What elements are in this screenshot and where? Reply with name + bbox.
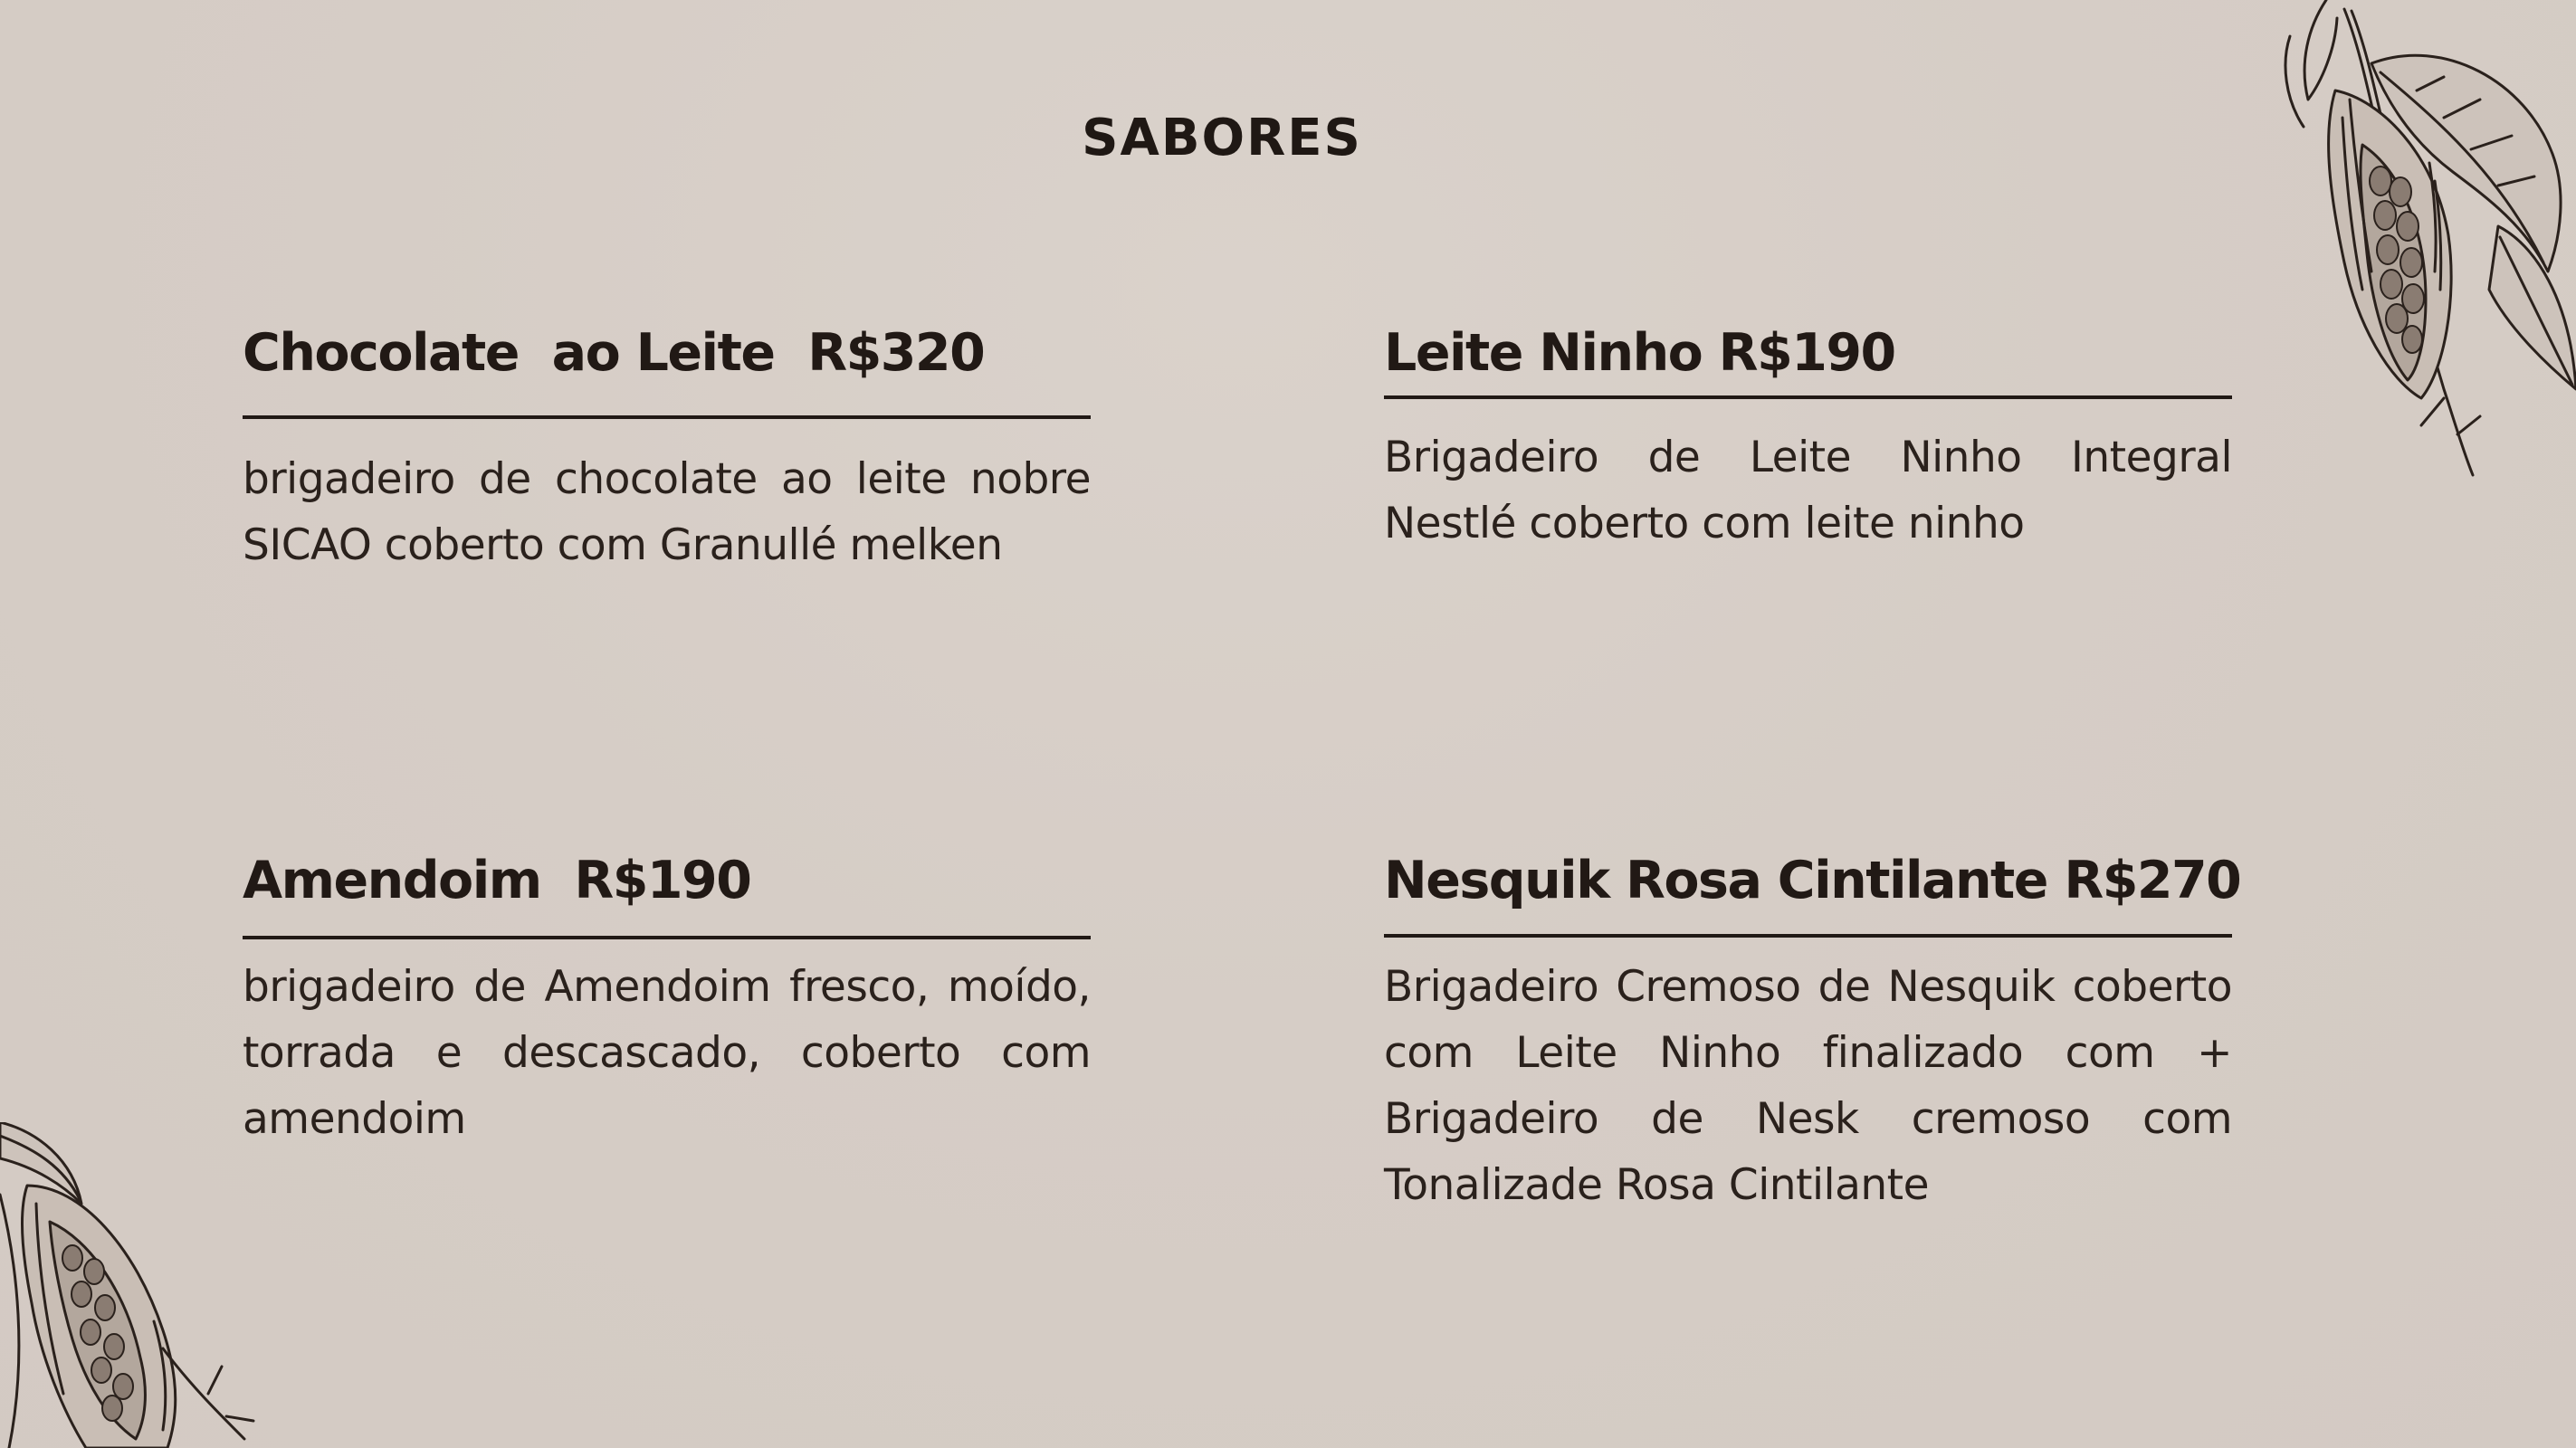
divider — [243, 415, 1091, 419]
cacao-pod-icon — [2236, 0, 2576, 480]
flavor-name-price: Chocolate ao Leite R$320 — [243, 323, 985, 383]
page-title: SABORES — [1082, 109, 1362, 167]
flavor-card — [1384, 849, 2241, 1218]
flavor-description: brigadeiro de Amendoim fresco, moído, torrada e descascado, coberto com amendoim — [243, 962, 1091, 1144]
flavor-name-price: Leite Ninho R$190 — [1384, 323, 1895, 383]
flavor-card — [1384, 321, 2232, 557]
flavor-description: Brigadeiro Cremoso de Nesquik coberto com Leite Ninho finalizado com + Brigadeiro de Nesk cremoso com Tonalizade Rosa Cintilante — [1384, 962, 2232, 1210]
divider — [1384, 395, 2232, 399]
flavor-card — [243, 849, 1091, 1152]
flavor-description: brigadeiro de chocolate ao leite nobre SICAO coberto com Granullé melken — [243, 454, 1091, 570]
flavor-card — [243, 321, 1091, 578]
divider — [243, 936, 1091, 939]
flavor-name-price: Amendoim R$190 — [243, 851, 751, 910]
cacao-pod-icon — [0, 1122, 262, 1448]
flavor-description: Brigadeiro de Leite Ninho Integral Nestlé coberto com leite ninho — [1384, 433, 2232, 548]
flavor-name-price: Nesquik Rosa Cintilante R$270 — [1384, 851, 2241, 910]
divider — [1384, 934, 2232, 938]
